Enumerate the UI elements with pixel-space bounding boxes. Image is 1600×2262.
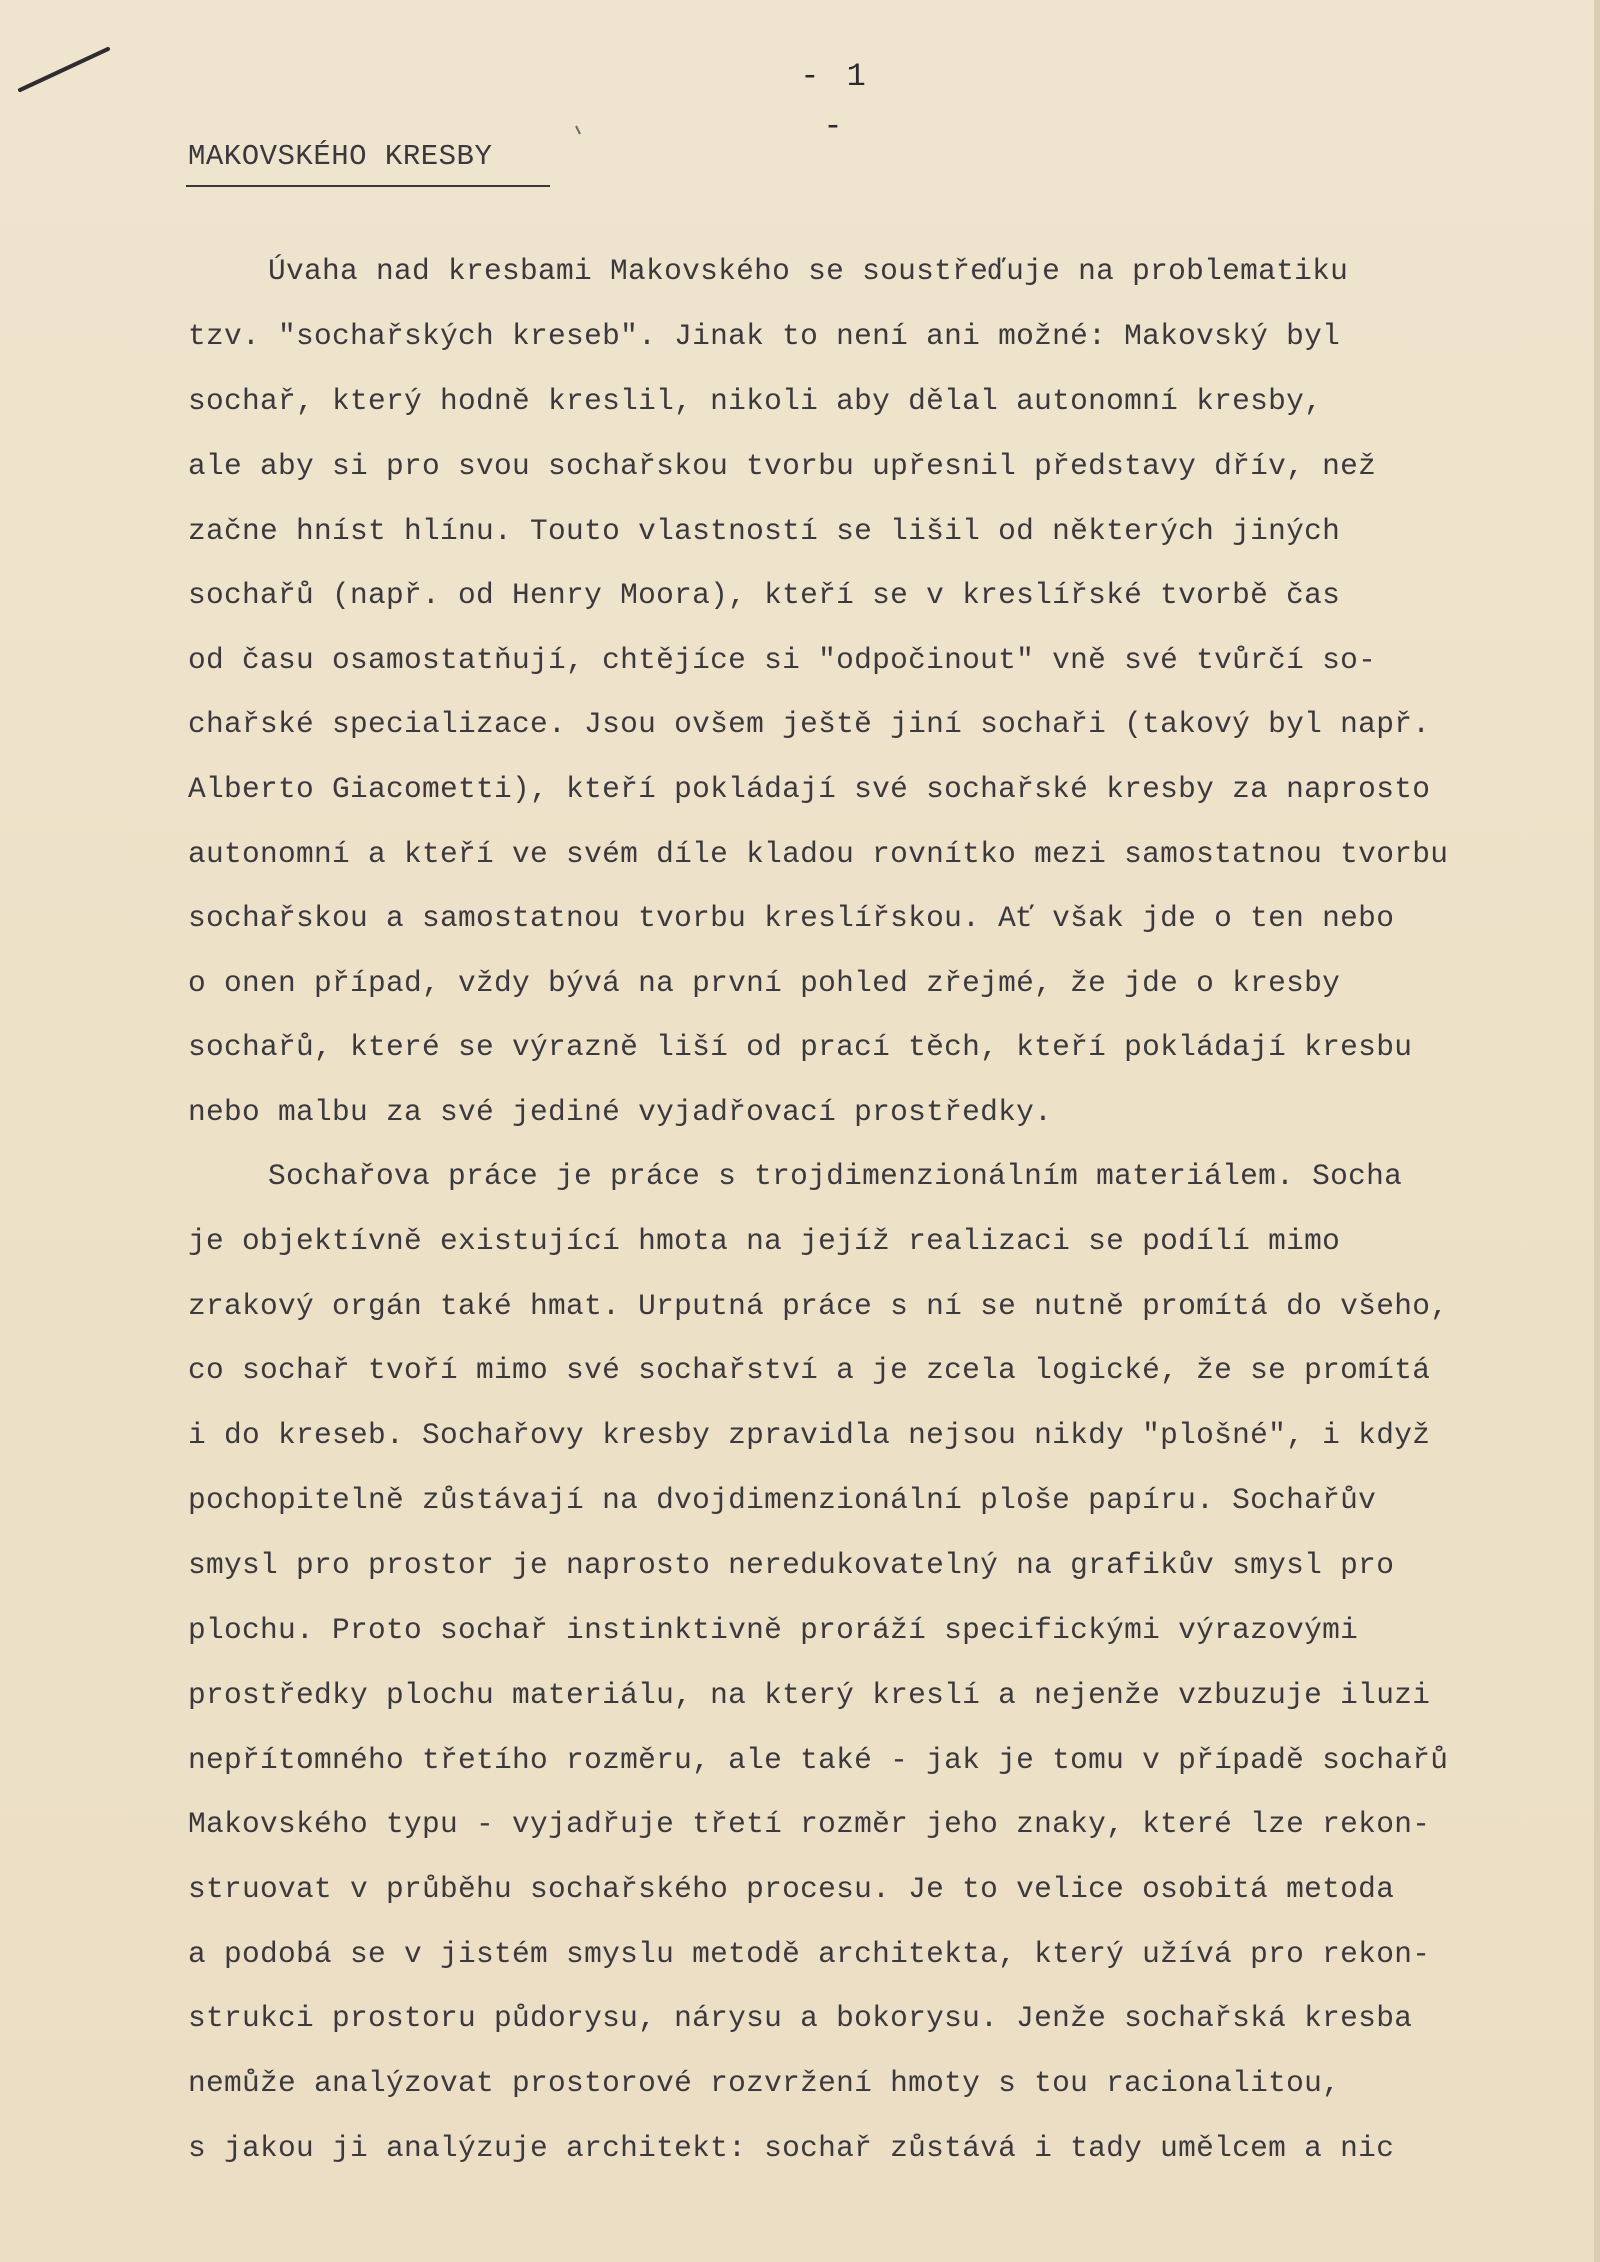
text-line: nemůže analýzovat prostorové rozvržení hmoty s tou racionalitou, (188, 2066, 1341, 2100)
text-line: nebo malbu za své jediné vyjadřovací prostředky. (188, 1095, 1053, 1129)
page-number: - 1 - (800, 58, 870, 145)
text-line: je objektívně existující hmota na jejíž realizaci se podílí mimo (188, 1224, 1341, 1258)
text-line: pochopitelně zůstávají na dvojdimenzionální ploše papíru. Sochařův (188, 1483, 1377, 1517)
text-line: i do kreseb. Sochařovy kresby zpravidla nejsou nikdy "plošné", i když (188, 1418, 1431, 1452)
text-line: od času osamostatňují, chtějíce si "odpočinout" vně své tvůrčí so- (188, 643, 1377, 677)
text-line: sochařů, které se výrazně liší od prací těch, kteří pokládají kresbu (188, 1030, 1413, 1064)
text-line: plochu. Proto sochař instinktivně proráží specifickými výrazovými (188, 1613, 1359, 1647)
text-line: prostředky plochu materiálu, na který kreslí a nejenže vzbuzuje iluzi (188, 1678, 1431, 1712)
text-line: Sochařova práce je práce s trojdimenzionálním materiálem. Socha (268, 1159, 1403, 1193)
text-line: autonomní a kteří ve svém díle kladou rovnítko mezi samostatnou tvorbu (188, 837, 1449, 871)
text-line: o onen případ, vždy bývá na první pohled zřejmé, že jde o kresby (188, 966, 1341, 1000)
text-line: nepřítomného třetího rozměru, ale také - jak je tomu v případě sochařů (188, 1743, 1449, 1777)
text-line: ale aby si pro svou sochařskou tvorbu upřesnil představy dřív, než (188, 449, 1377, 483)
text-line: sochařskou a samostatnou tvorbu kreslířskou. Ať však jde o ten nebo (188, 901, 1395, 935)
text-line: a podobá se v jistém smyslu metodě architekta, který užívá pro rekon- (188, 1937, 1431, 1971)
document-title: MAKOVSKÉHO KRESBY (188, 140, 493, 173)
text-line: začne hníst hlínu. Touto vlastností se lišil od některých jiných (188, 514, 1341, 548)
text-line: co sochař tvoří mimo své sochařství a je zcela logické, že se promítá (188, 1353, 1431, 1387)
text-line: smysl pro prostor je naprosto neredukovatelný na grafikův smysl pro (188, 1548, 1395, 1582)
text-line: tzv. "sochařských kreseb". Jinak to není ani možné: Makovský byl (188, 319, 1341, 353)
text-line: Makovského typu - vyjadřuje třetí rozměr jeho znaky, které lze rekon- (188, 1807, 1431, 1841)
text-line: Úvaha nad kresbami Makovského se soustřeďuje na problematiku (268, 254, 1349, 288)
text-line: Alberto Giacometti), kteří pokládají své sochařské kresby za naprosto (188, 772, 1431, 806)
text-line: zrakový orgán také hmat. Urputná práce s ní se nutně promítá do všeho, (188, 1289, 1449, 1323)
text-line: strukci prostoru půdorysu, nárysu a bokorysu. Jenže sochařská kresba (188, 2001, 1413, 2035)
text-line: chařské specializace. Jsou ovšem ještě jiní sochaři (takový byl např. (188, 707, 1431, 741)
text-line: sochař, který hodně kreslil, nikoli aby dělal autonomní kresby, (188, 384, 1323, 418)
text-line: sochařů (např. od Henry Moora), kteří se v kreslířské tvorbě čas (188, 578, 1341, 612)
text-line: struovat v průběhu sochařského procesu. Je to velice osobitá metoda (188, 1872, 1395, 1906)
text-line: s jakou ji analýzuje architekt: sochař zůstává i tady umělcem a nic (188, 2131, 1395, 2165)
